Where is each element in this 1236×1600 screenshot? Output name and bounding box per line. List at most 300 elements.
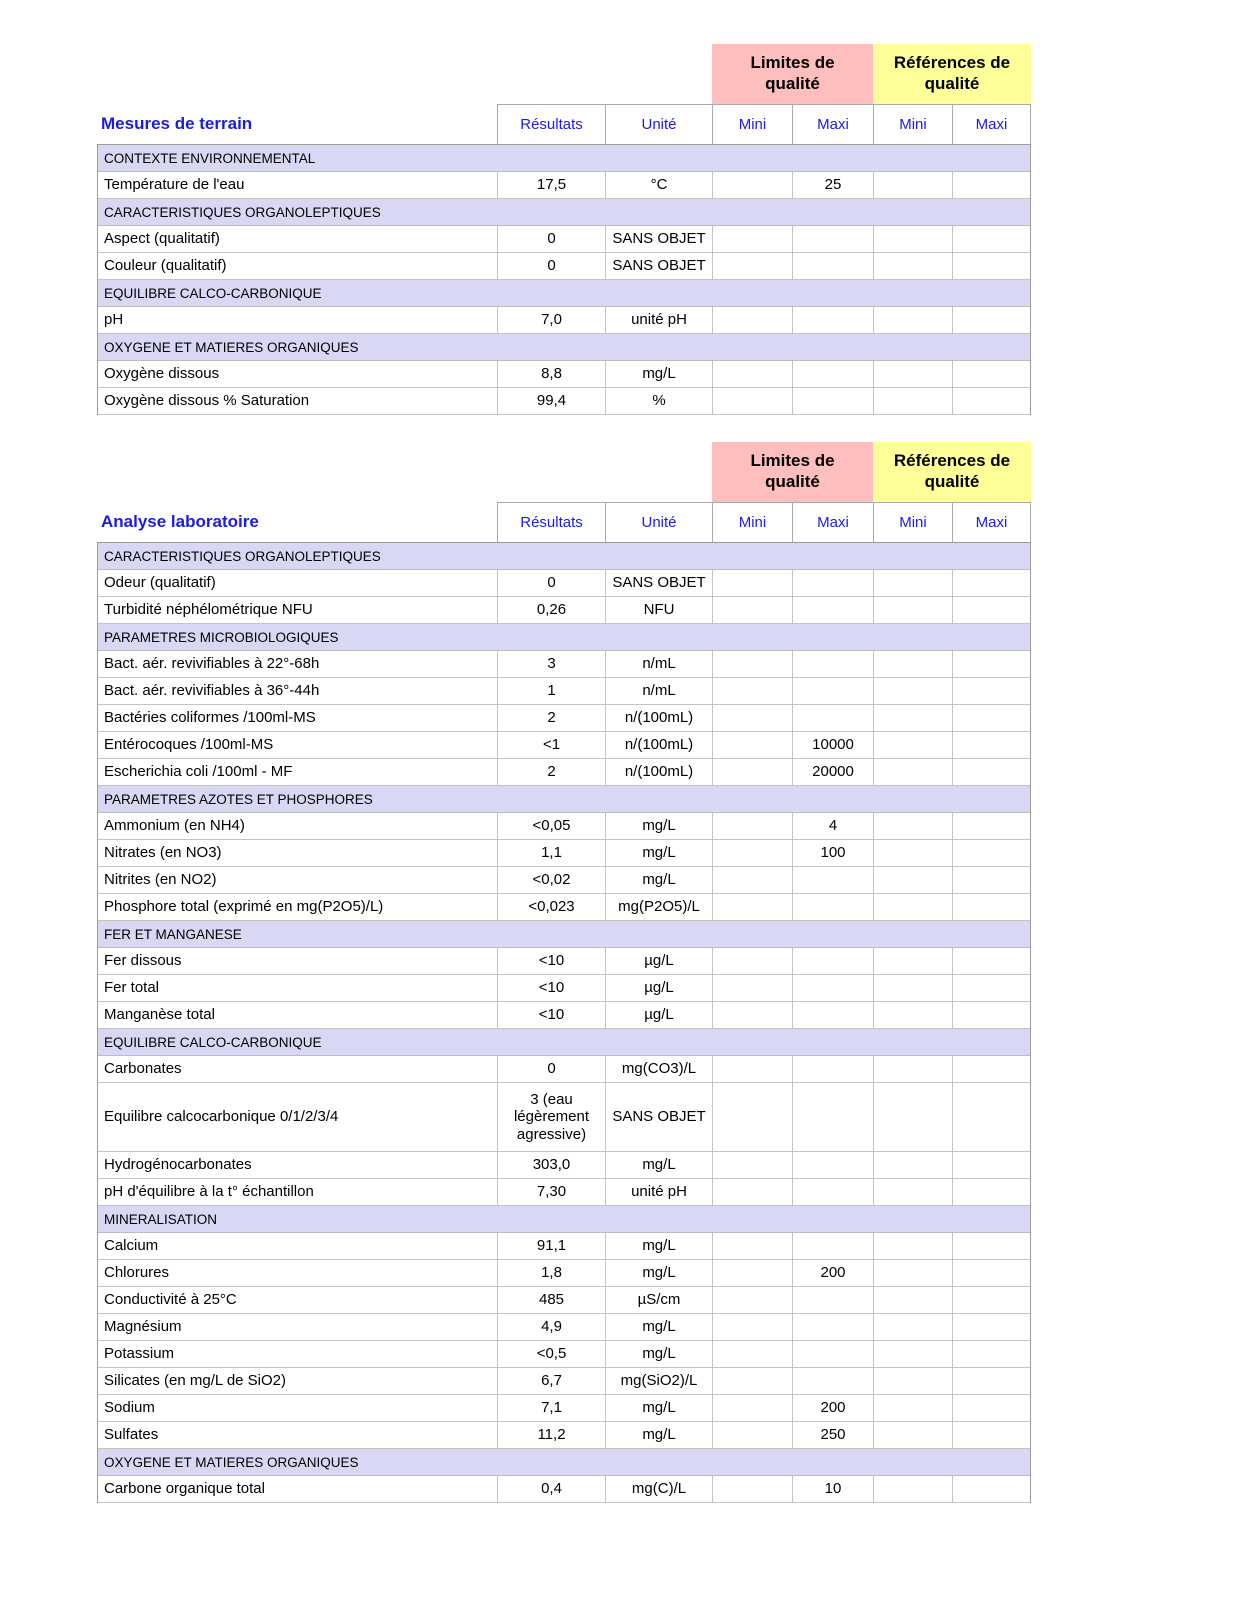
limit-maxi-value: 4: [792, 813, 873, 839]
group-header-spacer: [97, 442, 712, 502]
table-row: [98, 1368, 1030, 1395]
limit-mini-value: [712, 651, 792, 677]
reference-maxi-value: [952, 361, 1031, 387]
limit-mini-value: [712, 361, 792, 387]
reference-mini-value: [873, 894, 952, 920]
reference-mini-value: [873, 1395, 952, 1421]
limit-maxi-value: [792, 1002, 873, 1028]
reference-mini-value: [873, 1233, 952, 1259]
section-row: [98, 334, 1030, 361]
table-row: [98, 1233, 1030, 1260]
unit-value: n/(100mL): [605, 759, 712, 785]
limit-maxi-value: 250: [792, 1422, 873, 1448]
unit-value: mg/L: [605, 1233, 712, 1259]
table-row: [98, 361, 1030, 388]
limit-mini-value: [712, 1368, 792, 1394]
limit-maxi-value: [792, 1287, 873, 1313]
reference-maxi-value: [952, 388, 1031, 414]
limit-mini-value: [712, 732, 792, 758]
reference-maxi-value: [952, 597, 1031, 623]
reference-maxi-value: [952, 894, 1031, 920]
table-row: [98, 732, 1030, 759]
limit-mini-value: [712, 1233, 792, 1259]
reference-maxi-value: [952, 1260, 1031, 1286]
table-title: Mesures de terrain: [101, 114, 253, 133]
reference-maxi-value: [952, 1422, 1031, 1448]
section-label: PARAMETRES MICROBIOLOGIQUES: [104, 629, 339, 645]
limit-maxi-value: [792, 570, 873, 596]
result-value: 17,5: [497, 172, 605, 198]
parameter-label: Sodium: [104, 1399, 155, 1417]
reference-maxi-value: [952, 975, 1031, 1001]
parameter-label: Nitrites (en NO2): [104, 871, 217, 889]
unit-value: unité pH: [605, 1179, 712, 1205]
table-title: Analyse laboratoire: [101, 512, 259, 531]
unit-value: n/mL: [605, 651, 712, 677]
result-value: 0,4: [497, 1476, 605, 1502]
result-value: 91,1: [497, 1233, 605, 1259]
parameter-label: Ammonium (en NH4): [104, 817, 245, 835]
limit-maxi-value: [792, 388, 873, 414]
result-value: 1,1: [497, 840, 605, 866]
table-row: [98, 1476, 1030, 1503]
unit-value: µg/L: [605, 975, 712, 1001]
unit-value: SANS OBJET: [605, 1083, 712, 1151]
table-row: [98, 388, 1030, 415]
reference-maxi-value: [952, 732, 1031, 758]
unit-value: %: [605, 388, 712, 414]
result-value: 2: [497, 759, 605, 785]
reference-maxi-value: [952, 1179, 1031, 1205]
unit-value: °C: [605, 172, 712, 198]
limit-mini-value: [712, 597, 792, 623]
section-label: FER ET MANGANESE: [104, 926, 242, 942]
limit-mini-value: [712, 1260, 792, 1286]
result-value: 3 (eau légèrement agressive): [497, 1083, 605, 1151]
reference-maxi-value: [952, 1056, 1031, 1082]
parameter-label: Aspect (qualitatif): [104, 230, 220, 248]
reference-maxi-value: [952, 840, 1031, 866]
reference-maxi-value: [952, 1476, 1031, 1502]
limit-maxi-value: [792, 253, 873, 279]
limit-maxi-value: 10000: [792, 732, 873, 758]
parameter-label: Magnésium: [104, 1318, 182, 1336]
parameter-label: Hydrogénocarbonates: [104, 1156, 252, 1174]
parameter-label: Bact. aér. revivifiables à 22°-68h: [104, 655, 320, 673]
limit-maxi-value: [792, 1152, 873, 1178]
limit-mini-value: [712, 307, 792, 333]
limit-maxi-value: [792, 1179, 873, 1205]
parameter-label: Couleur (qualitatif): [104, 257, 227, 275]
column-header-resultats: Résultats: [497, 502, 605, 542]
table-row: [98, 1260, 1030, 1287]
limit-maxi-value: [792, 975, 873, 1001]
column-header-row: [97, 502, 1031, 542]
limites-de-qualite-header: Limites de qualité: [712, 442, 873, 502]
result-value: <1: [497, 732, 605, 758]
section-label: OXYGENE ET MATIERES ORGANIQUES: [104, 1454, 359, 1470]
limit-mini-value: [712, 570, 792, 596]
limit-maxi-value: [792, 894, 873, 920]
result-value: 7,30: [497, 1179, 605, 1205]
unit-value: n/(100mL): [605, 732, 712, 758]
parameter-label: Nitrates (en NO3): [104, 844, 222, 862]
reference-maxi-value: [952, 759, 1031, 785]
unit-value: unité pH: [605, 307, 712, 333]
result-value: <0,5: [497, 1341, 605, 1367]
limit-maxi-value: 200: [792, 1395, 873, 1421]
column-header-row: [97, 104, 1031, 144]
limit-mini-value: [712, 1314, 792, 1340]
reference-mini-value: [873, 975, 952, 1001]
result-value: 1,8: [497, 1260, 605, 1286]
reference-maxi-value: [952, 226, 1031, 252]
reference-mini-value: [873, 948, 952, 974]
limit-mini-value: [712, 705, 792, 731]
limit-mini-value: [712, 1179, 792, 1205]
reference-maxi-value: [952, 570, 1031, 596]
table-row: [98, 597, 1030, 624]
parameter-label: Manganèse total: [104, 1006, 215, 1024]
reference-maxi-value: [952, 1341, 1031, 1367]
reference-maxi-value: [952, 1152, 1031, 1178]
limit-maxi-value: 100: [792, 840, 873, 866]
reference-maxi-value: [952, 1002, 1031, 1028]
unit-value: mg/L: [605, 361, 712, 387]
parameter-label: Température de l'eau: [104, 176, 245, 194]
reference-mini-value: [873, 840, 952, 866]
limit-mini-value: [712, 948, 792, 974]
table-row: [98, 705, 1030, 732]
section-row: [98, 280, 1030, 307]
section-label: CARACTERISTIQUES ORGANOLEPTIQUES: [104, 204, 381, 220]
column-header-mini-limites: Mini: [712, 104, 792, 144]
limit-mini-value: [712, 1083, 792, 1151]
parameter-label: Bact. aér. revivifiables à 36°-44h: [104, 682, 320, 700]
reference-mini-value: [873, 1422, 952, 1448]
reference-mini-value: [873, 597, 952, 623]
limit-maxi-value: [792, 1368, 873, 1394]
limit-mini-value: [712, 867, 792, 893]
parameter-label: Oxygène dissous: [104, 365, 220, 383]
table-row: [98, 1083, 1030, 1152]
result-value: 3: [497, 651, 605, 677]
column-header-resultats: Résultats: [497, 104, 605, 144]
table-row: [98, 172, 1030, 199]
reference-mini-value: [873, 307, 952, 333]
column-header-maxi-limites: Maxi: [792, 104, 873, 144]
unit-value: mg(P2O5)/L: [605, 894, 712, 920]
limit-maxi-value: 20000: [792, 759, 873, 785]
unit-value: mg(CO3)/L: [605, 1056, 712, 1082]
reference-mini-value: [873, 813, 952, 839]
reference-mini-value: [873, 1314, 952, 1340]
limit-maxi-value: [792, 948, 873, 974]
section-row: [98, 1206, 1030, 1233]
unit-value: NFU: [605, 597, 712, 623]
table-row: [98, 226, 1030, 253]
result-value: <10: [497, 1002, 605, 1028]
limit-maxi-value: [792, 1314, 873, 1340]
section-row: [98, 786, 1030, 813]
reference-mini-value: [873, 1002, 952, 1028]
unit-value: mg/L: [605, 867, 712, 893]
result-value: <0,05: [497, 813, 605, 839]
unit-value: mg(SiO2)/L: [605, 1368, 712, 1394]
result-value: <10: [497, 948, 605, 974]
parameter-label: Potassium: [104, 1345, 175, 1363]
limit-mini-value: [712, 1476, 792, 1502]
reference-mini-value: [873, 1083, 952, 1151]
parameter-label: Conductivité à 25°C: [104, 1291, 237, 1309]
section-label: CONTEXTE ENVIRONNEMENTAL: [104, 150, 316, 166]
limit-mini-value: [712, 1341, 792, 1367]
results-table: [97, 442, 1031, 1503]
parameter-label: Bactéries coliformes /100ml-MS: [104, 709, 316, 727]
reference-mini-value: [873, 253, 952, 279]
limit-maxi-value: [792, 678, 873, 704]
limit-maxi-value: [792, 226, 873, 252]
table-row: [98, 840, 1030, 867]
reference-mini-value: [873, 1179, 952, 1205]
table-row: [98, 975, 1030, 1002]
result-value: 8,8: [497, 361, 605, 387]
limit-mini-value: [712, 172, 792, 198]
limit-maxi-value: [792, 867, 873, 893]
reference-maxi-value: [952, 867, 1031, 893]
limites-de-qualite-header: Limites de qualité: [712, 44, 873, 104]
limit-maxi-value: [792, 1056, 873, 1082]
unit-value: SANS OBJET: [605, 226, 712, 252]
table-row: [98, 1179, 1030, 1206]
column-header-mini-limites: Mini: [712, 502, 792, 542]
result-value: 2: [497, 705, 605, 731]
unit-value: mg/L: [605, 840, 712, 866]
unit-value: mg(C)/L: [605, 1476, 712, 1502]
reference-maxi-value: [952, 253, 1031, 279]
limit-maxi-value: 25: [792, 172, 873, 198]
table-row: [98, 759, 1030, 786]
limit-maxi-value: 10: [792, 1476, 873, 1502]
reference-maxi-value: [952, 678, 1031, 704]
column-header-unite: Unité: [605, 502, 712, 542]
reference-mini-value: [873, 759, 952, 785]
unit-value: mg/L: [605, 1422, 712, 1448]
unit-value: mg/L: [605, 813, 712, 839]
table-row: [98, 1314, 1030, 1341]
parameter-label: Sulfates: [104, 1426, 159, 1444]
limit-mini-value: [712, 1287, 792, 1313]
section-label: PARAMETRES AZOTES ET PHOSPHORES: [104, 791, 373, 807]
unit-value: µg/L: [605, 1002, 712, 1028]
limit-mini-value: [712, 1422, 792, 1448]
section-row: [98, 1449, 1030, 1476]
section-label: EQUILIBRE CALCO-CARBONIQUE: [104, 1034, 322, 1050]
table-body: [97, 542, 1031, 1503]
limit-maxi-value: [792, 1083, 873, 1151]
references-de-qualite-header: Références de qualité: [873, 442, 1031, 502]
unit-value: SANS OBJET: [605, 253, 712, 279]
limit-mini-value: [712, 840, 792, 866]
unit-value: mg/L: [605, 1314, 712, 1340]
parameter-label: Fer total: [104, 979, 160, 997]
section-row: [98, 921, 1030, 948]
reference-mini-value: [873, 172, 952, 198]
limit-mini-value: [712, 1056, 792, 1082]
parameter-label: Turbidité néphélométrique NFU: [104, 601, 313, 619]
reference-maxi-value: [952, 172, 1031, 198]
limit-mini-value: [712, 894, 792, 920]
result-value: 1: [497, 678, 605, 704]
table-row: [98, 1341, 1030, 1368]
table-row: [98, 813, 1030, 840]
result-value: 303,0: [497, 1152, 605, 1178]
parameter-label: Escherichia coli /100ml - MF: [104, 763, 293, 781]
limit-maxi-value: [792, 705, 873, 731]
limit-mini-value: [712, 1002, 792, 1028]
unit-value: mg/L: [605, 1395, 712, 1421]
reference-maxi-value: [952, 307, 1031, 333]
table-row: [98, 1395, 1030, 1422]
table-row: [98, 948, 1030, 975]
parameter-label: Odeur (qualitatif): [104, 574, 216, 592]
limit-mini-value: [712, 253, 792, 279]
reference-maxi-value: [952, 1233, 1031, 1259]
limit-mini-value: [712, 813, 792, 839]
result-value: 0,26: [497, 597, 605, 623]
result-value: 7,0: [497, 307, 605, 333]
reference-maxi-value: [952, 1368, 1031, 1394]
limit-maxi-value: 200: [792, 1260, 873, 1286]
column-header-mini-references: Mini: [873, 502, 952, 542]
results-table: [97, 44, 1031, 415]
table-body: [97, 144, 1031, 415]
limit-mini-value: [712, 678, 792, 704]
reference-mini-value: [873, 1476, 952, 1502]
table-row: [98, 651, 1030, 678]
reference-mini-value: [873, 361, 952, 387]
limit-mini-value: [712, 1395, 792, 1421]
table-row: [98, 1422, 1030, 1449]
unit-value: SANS OBJET: [605, 570, 712, 596]
section-label: OXYGENE ET MATIERES ORGANIQUES: [104, 339, 359, 355]
table-row: [98, 1152, 1030, 1179]
reference-maxi-value: [952, 1287, 1031, 1313]
parameter-label: Calcium: [104, 1237, 159, 1255]
limit-maxi-value: [792, 1341, 873, 1367]
reference-maxi-value: [952, 1395, 1031, 1421]
table-row: [98, 1287, 1030, 1314]
result-value: <0,02: [497, 867, 605, 893]
reference-mini-value: [873, 1056, 952, 1082]
parameter-label: Phosphore total (exprimé en mg(P2O5)/L): [104, 898, 384, 916]
column-header-mini-references: Mini: [873, 104, 952, 144]
limit-maxi-value: [792, 361, 873, 387]
result-value: 11,2: [497, 1422, 605, 1448]
table-row: [98, 570, 1030, 597]
result-value: 7,1: [497, 1395, 605, 1421]
references-de-qualite-header: Références de qualité: [873, 44, 1031, 104]
reference-maxi-value: [952, 1083, 1031, 1151]
section-row: [98, 624, 1030, 651]
result-value: 0: [497, 226, 605, 252]
reference-maxi-value: [952, 813, 1031, 839]
limit-mini-value: [712, 759, 792, 785]
section-label: MINERALISATION: [104, 1211, 218, 1227]
result-value: 0: [497, 570, 605, 596]
result-value: 0: [497, 253, 605, 279]
result-value: <0,023: [497, 894, 605, 920]
result-value: 6,7: [497, 1368, 605, 1394]
quality-group-header-row: [97, 442, 1031, 502]
unit-value: µS/cm: [605, 1287, 712, 1313]
result-value: 485: [497, 1287, 605, 1313]
reference-mini-value: [873, 570, 952, 596]
section-row: [98, 543, 1030, 570]
unit-value: mg/L: [605, 1152, 712, 1178]
reference-mini-value: [873, 1260, 952, 1286]
parameter-label: Carbone organique total: [104, 1480, 265, 1498]
reference-maxi-value: [952, 948, 1031, 974]
section-label: EQUILIBRE CALCO-CARBONIQUE: [104, 285, 322, 301]
section-row: [98, 145, 1030, 172]
parameter-label: Silicates (en mg/L de SiO2): [104, 1372, 287, 1390]
column-header-maxi-references: Maxi: [952, 502, 1031, 542]
reference-mini-value: [873, 226, 952, 252]
column-header-maxi-references: Maxi: [952, 104, 1031, 144]
unit-value: n/mL: [605, 678, 712, 704]
unit-value: mg/L: [605, 1260, 712, 1286]
table-row: [98, 678, 1030, 705]
reference-mini-value: [873, 1287, 952, 1313]
reference-mini-value: [873, 867, 952, 893]
result-value: 4,9: [497, 1314, 605, 1340]
unit-value: n/(100mL): [605, 705, 712, 731]
result-value: 0: [497, 1056, 605, 1082]
limit-mini-value: [712, 975, 792, 1001]
parameter-label: Entérocoques /100ml-MS: [104, 736, 274, 754]
limit-maxi-value: [792, 1233, 873, 1259]
parameter-label: Equilibre calcocarbonique 0/1/2/3/4: [104, 1108, 339, 1126]
limit-maxi-value: [792, 597, 873, 623]
table-row: [98, 1002, 1030, 1029]
unit-value: mg/L: [605, 1341, 712, 1367]
table-row: [98, 307, 1030, 334]
parameter-label: Fer dissous: [104, 952, 182, 970]
result-value: <10: [497, 975, 605, 1001]
column-header-unite: Unité: [605, 104, 712, 144]
column-header-maxi-limites: Maxi: [792, 502, 873, 542]
group-header-spacer: [97, 44, 712, 104]
reference-mini-value: [873, 651, 952, 677]
parameter-label: Carbonates: [104, 1060, 182, 1078]
section-row: [98, 199, 1030, 226]
reference-mini-value: [873, 1368, 952, 1394]
section-label: CARACTERISTIQUES ORGANOLEPTIQUES: [104, 548, 381, 564]
parameter-label: pH d'équilibre à la t° échantillon: [104, 1183, 314, 1201]
table-row: [98, 867, 1030, 894]
reference-mini-value: [873, 732, 952, 758]
parameter-label: Oxygène dissous % Saturation: [104, 392, 310, 410]
reference-mini-value: [873, 1341, 952, 1367]
reference-mini-value: [873, 388, 952, 414]
reference-mini-value: [873, 705, 952, 731]
limit-maxi-value: [792, 651, 873, 677]
limit-mini-value: [712, 226, 792, 252]
section-row: [98, 1029, 1030, 1056]
table-row: [98, 253, 1030, 280]
reference-mini-value: [873, 1152, 952, 1178]
